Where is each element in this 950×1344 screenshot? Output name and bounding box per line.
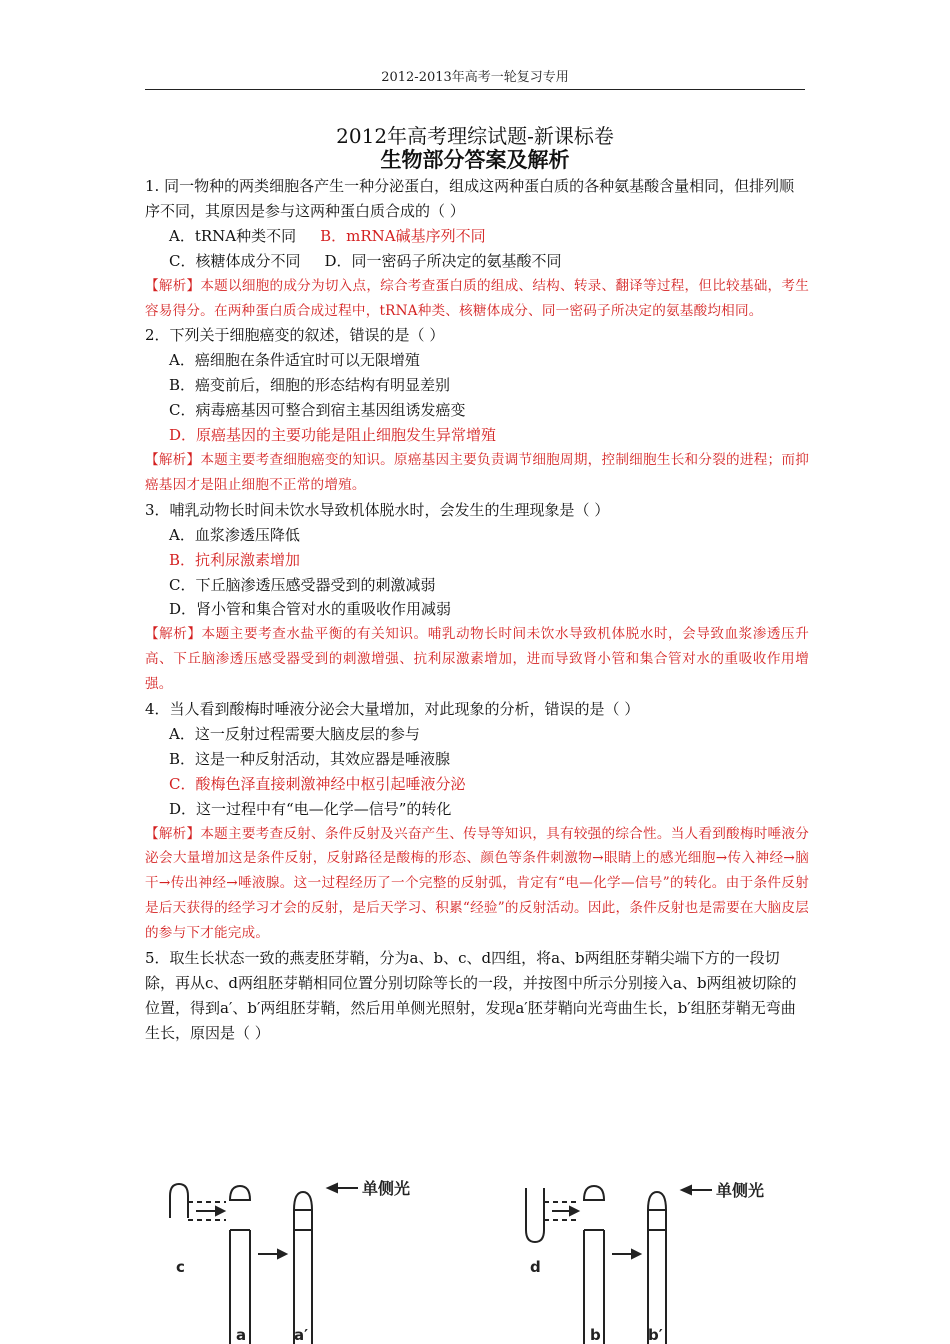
question-2-stem: 2．下列关于细胞癌变的叙述，错误的是（ ） [145, 326, 445, 345]
question-2-analysis: 【解析】本题主要考查细胞癌变的知识。原癌基因主要负责调节细胞周期，控制细胞生长和分裂的进程；而抑癌基因才是阻止细胞不正常的增殖。 [145, 451, 809, 493]
exam-title: 2012年高考理综试题-新课标卷 [336, 124, 614, 148]
question-2-option-d: D．原癌基因的主要功能是阻止细胞发生异常增殖 [169, 426, 497, 445]
question-4-option-b: B．这是一种反射活动，其效应器是唾液腺 [169, 749, 451, 768]
label-b-prime: b′ [648, 1326, 663, 1344]
arrow-d-to-b-head [570, 1207, 578, 1215]
arrow-a-to-a-prime-head [278, 1250, 286, 1258]
question-2-option-c: C．病毒癌基因可整合到宿主基因组诱发癌变 [169, 401, 466, 420]
tip-b [584, 1186, 604, 1200]
exam-subtitle: 生物部分答案及解析 [380, 148, 570, 172]
question-1-options-row1 [145, 224, 809, 249]
label-a: a [236, 1326, 247, 1344]
question-3-analysis: 【解析】本题主要考查水盐平衡的有关知识。哺乳动物长时间未饮水导致机体脱水时，会导致血浆渗透压升高、下丘脑渗透压感受器受到的刺激增强、抗利尿激素增加，进而导致肾小管和集合管对水的重吸收作用增强。 [145, 626, 809, 693]
label-c: c [176, 1258, 185, 1276]
question-2-option-b: B．癌变前后，细胞的形态结构有明显差别 [169, 376, 451, 395]
label-d: d [530, 1258, 541, 1276]
question-1-option-a: A．tRNA种类不同 [169, 226, 297, 245]
light-label-right: 单侧光 [716, 1181, 765, 1200]
question-list [145, 174, 809, 1046]
question-3-option-a: A．血浆渗透压降低 [169, 525, 300, 544]
label-b: b [590, 1326, 601, 1344]
question-4-option-d: D．这一过程中有“电—化学—信号”的转化 [169, 799, 452, 818]
running-header: 2012-2013年高考一轮复习专用 [145, 66, 805, 90]
coleoptile-a-prime [294, 1192, 312, 1344]
question-1-option-d: D．同一密码子所决定的氨基酸不同 [324, 251, 562, 270]
light-arrow-left-head [328, 1184, 337, 1192]
question-2-option-a: A．癌细胞在条件适宜时可以无限增殖 [169, 351, 420, 370]
tip-a [230, 1186, 250, 1200]
coleoptile-experiment-figure [160, 1168, 810, 1344]
question-3-option-d: D．肾小管和集合管对水的重吸收作用减弱 [169, 600, 452, 619]
figure-drawing [160, 1168, 810, 1344]
question-1-stem: 1. 同一物种的两类细胞各产生一种分泌蛋白，组成这两种蛋白质的各种氨基酸含量相同，但排列顺序不同，其原因是参与这两种蛋白质合成的（ ） [145, 177, 795, 220]
question-3-stem: 3．哺乳动物长时间未饮水导致机体脱水时，会发生的生理现象是（ ） [145, 500, 610, 519]
coleoptile-c [170, 1184, 188, 1218]
question-4-stem: 4．当人看到酸梅时唾液分泌会大量增加，对此现象的分析，错误的是（ ） [145, 700, 640, 719]
arrow-c-to-a-head [216, 1207, 224, 1215]
question-3-option-b: B．抗利尿激素增加 [169, 550, 301, 569]
light-arrow-right-head [682, 1186, 691, 1194]
coleoptile-d [526, 1188, 544, 1242]
coleoptile-b-prime [648, 1192, 666, 1344]
question-1-option-c: C．核糖体成分不同 [169, 251, 301, 270]
light-label-left: 单侧光 [362, 1179, 411, 1198]
label-a-prime: a′ [294, 1326, 309, 1344]
question-3-option-c: C．下丘脑渗透压感受器受到的刺激减弱 [169, 575, 436, 594]
question-1-options-row2 [145, 249, 809, 274]
arrow-b-to-b-prime-head [632, 1250, 640, 1258]
question-4-option-c: C．酸梅色泽直接刺激神经中枢引起唾液分泌 [169, 774, 466, 793]
question-4-option-a: A．这一反射过程需要大脑皮层的参与 [169, 724, 420, 743]
question-1-option-b: B．mRNA碱基序列不同 [320, 226, 486, 245]
question-5-stem: 5．取生长状态一致的燕麦胚芽鞘，分为a、b、c、d四组，将a、b两组胚芽鞘尖端下方的一段切除，再从c、d两组胚芽鞘相同位置分别切除等长的一段，并按图中所示分别接入a、b两组被切除的位置，得到a′、b′两组胚芽鞘，然后用单侧光照射，发现a′胚芽鞘向光弯曲生长，b′组胚芽鞘无弯曲生长，原因是（ ） [145, 949, 797, 1042]
question-1-analysis: 【解析】本题以细胞的成分为切入点，综合考查蛋白质的组成、结构、转录、翻译等过程，但比较基础，考生容易得分。在两种蛋白质合成过程中，tRNA种类、核糖体成分、同一密码子所决定的氨基酸均相同。 [145, 277, 809, 319]
question-4-analysis: 【解析】本题主要考查反射、条件反射及兴奋产生、传导等知识，具有较强的综合性。当人看到酸梅时唾液分泌会大量增加这是条件反射，反射路径是酸梅的形态、颜色等条件刺激物→眼睛上的感光细胞→传入神经→脑干→传出神经→唾液腺。这一过程经历了一个完整的反射弧，肯定有“电—化学—信号”的转化。由于条件反射是后天获得的经学习才会的反射，是后天学习、积累“经验”的反射活动。因此，条件反射也是需要在大脑皮层的参与下才能完成。 [145, 825, 809, 942]
